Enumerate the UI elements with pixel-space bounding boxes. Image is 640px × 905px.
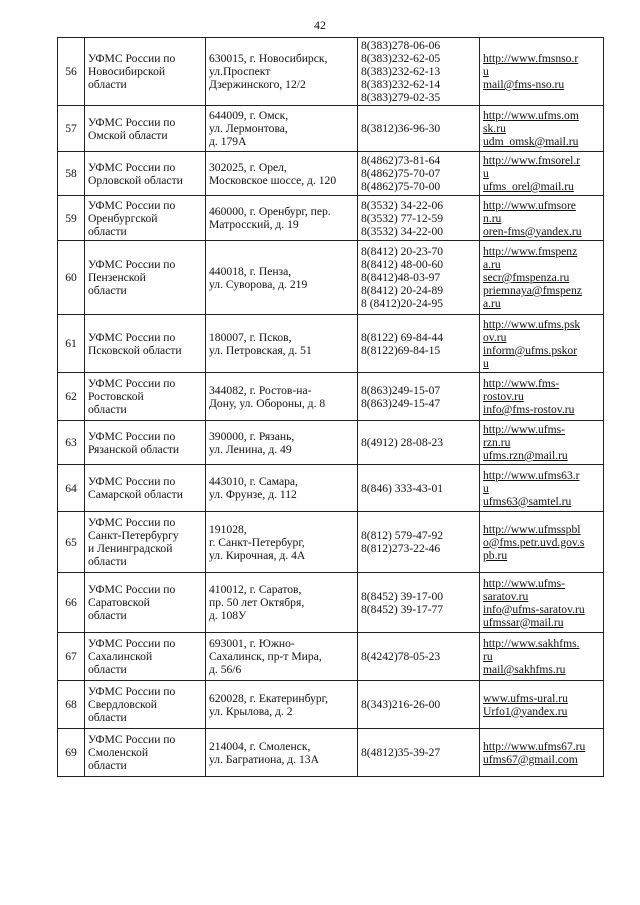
row-number: 64 [58, 465, 85, 512]
office-name: УФМС России по Рязанской области [85, 421, 206, 465]
table-row [58, 373, 604, 421]
office-name: УФМС России по Пензенской области [85, 241, 206, 315]
row-number: 69 [58, 729, 85, 777]
row-number: 65 [58, 512, 85, 573]
row-number: 60 [58, 241, 85, 315]
row-number: 57 [58, 106, 85, 152]
office-phones: 8(4912) 28-08-23 [358, 421, 480, 465]
row-number: 67 [58, 633, 85, 681]
row-number: 66 [58, 573, 85, 633]
row-number: 68 [58, 681, 85, 729]
office-address: 460000, г. Оренбург, пер. Матросский, д. 19 [206, 196, 358, 241]
office-name: УФМС России по Омской области [85, 106, 206, 152]
office-name: УФМС России по Самарской области [85, 465, 206, 512]
table-row [58, 573, 604, 633]
table-body [58, 38, 604, 777]
office-phones: 8(383)278-06-06 8(383)232-62-05 8(383)232-62-13 8(383)232-62-14 8(383)279-02-35 [358, 38, 480, 106]
table-row [58, 315, 604, 373]
office-phones: 8(4812)35-39-27 [358, 729, 480, 777]
office-web-email[interactable]: http://www.sakhfms. ru mail@sakhfms.ru [480, 633, 604, 681]
row-number: 56 [58, 38, 85, 106]
table-row [58, 106, 604, 152]
office-name: УФМС России по Саратовской области [85, 573, 206, 633]
office-address: 630015, г. Новосибирск, ул.Проспект Дзержинского, 12/2 [206, 38, 358, 106]
office-phones: 8(3532) 34-22-06 8(3532) 77-12-59 8(3532) 34-22-00 [358, 196, 480, 241]
office-web-email[interactable]: http://www.ufms67.ru ufms67@gmail.com [480, 729, 604, 777]
office-web-email[interactable]: http://www.ufms63.r u ufms63@samtel.ru [480, 465, 604, 512]
row-number: 63 [58, 421, 85, 465]
office-name: УФМС России по Новосибирской области [85, 38, 206, 106]
office-address: 644009, г. Омск, ул. Лермонтова, д. 179А [206, 106, 358, 152]
office-name: УФМС России по Ростовской области [85, 373, 206, 421]
table-row [58, 241, 604, 315]
table-row [58, 681, 604, 729]
office-web-email[interactable]: http://www.ufmsore n.ru oren-fms@yandex.ru [480, 196, 604, 241]
office-name: УФМС России по Псковской области [85, 315, 206, 373]
office-phones: 8(8452) 39-17-00 8(8452) 39-17-77 [358, 573, 480, 633]
row-number: 62 [58, 373, 85, 421]
office-address: 214004, г. Смоленск, ул. Багратиона, д. 13А [206, 729, 358, 777]
office-phones: 8(343)216-26-00 [358, 681, 480, 729]
office-address: 180007, г. Псков, ул. Петровская, д. 51 [206, 315, 358, 373]
office-phones: 8(8122) 69-84-44 8(8122)69-84-15 [358, 315, 480, 373]
office-name: УФМС России по Сахалинской области [85, 633, 206, 681]
table-row [58, 633, 604, 681]
office-name: УФМС России по Орловской области [85, 152, 206, 196]
office-address: 410012, г. Саратов, пр. 50 лет Октября, д. 108У [206, 573, 358, 633]
office-name: УФМС России по Свердловской области [85, 681, 206, 729]
office-address: 440018, г. Пенза, ул. Суворова, д. 219 [206, 241, 358, 315]
table-row [58, 465, 604, 512]
office-phones: 8(4862)73-81-64 8(4862)75-70-07 8(4862)75-70-00 [358, 152, 480, 196]
table-row [58, 196, 604, 241]
office-web-email[interactable]: http://www.fmsnso.r u mail@fms-nso.ru [480, 38, 604, 106]
office-address: 390000, г. Рязань, ул. Ленина, д. 49 [206, 421, 358, 465]
office-phones: 8(4242)78-05-23 [358, 633, 480, 681]
office-phones: 8(812) 579-47-92 8(812)273-22-46 [358, 512, 480, 573]
office-address: 693001, г. Южно- Сахалинск, пр-т Мира, д. 56/6 [206, 633, 358, 681]
office-name: УФМС России по Смоленской области [85, 729, 206, 777]
office-address: 344082, г. Ростов-на- Дону, ул. Обороны, д. 8 [206, 373, 358, 421]
office-web-email[interactable]: http://www.ufms- rzn.ru ufms.rzn@mail.ru [480, 421, 604, 465]
office-phones: 8(846) 333-43-01 [358, 465, 480, 512]
office-web-email[interactable]: http://www.fmspenz a.ru secr@fmspenza.ru priemnaya@fmspenz a.ru [480, 241, 604, 315]
office-phones: 8(8412) 20-23-70 8(8412) 48-00-60 8(8412)48-03-97 8(8412) 20-24-89 8 (8412)20-24-95 [358, 241, 480, 315]
office-web-email[interactable]: http://www.ufms.psk ov.ru inform@ufms.pskor u [480, 315, 604, 373]
table-row [58, 421, 604, 465]
office-phones: 8(863)249-15-07 8(863)249-15-47 [358, 373, 480, 421]
table-row [58, 38, 604, 106]
office-web-email[interactable]: http://www.fms- rostov.ru info@fms-rostov.ru [480, 373, 604, 421]
office-web-email[interactable]: http://www.fmsorel.r u ufms_orel@mail.ru [480, 152, 604, 196]
office-web-email[interactable]: http://www.ufms.om sk.ru udm_omsk@mail.ru [480, 106, 604, 152]
table-row [58, 729, 604, 777]
office-address: 620028, г. Екатеринбург, ул. Крылова, д. 2 [206, 681, 358, 729]
office-web-email[interactable]: www.ufms-ural.ru Urfo1@yandex.ru [480, 681, 604, 729]
office-web-email[interactable]: http://www.ufms- saratov.ru info@ufms-saratov.ru ufmssar@mail.ru [480, 573, 604, 633]
row-number: 59 [58, 196, 85, 241]
office-phones: 8(3812)36-96-30 [358, 106, 480, 152]
row-number: 58 [58, 152, 85, 196]
office-web-email[interactable]: http://www.ufmsspbl o@fms.petr.uvd.gov.s pb.ru [480, 512, 604, 573]
office-address: 302025, г. Орел, Московское шоссе, д. 120 [206, 152, 358, 196]
fms-contacts-table [57, 37, 604, 777]
table-row [58, 512, 604, 573]
office-address: 443010, г. Самара, ул. Фрунзе, д. 112 [206, 465, 358, 512]
office-name: УФМС России по Санкт-Петербургу и Ленинградской области [85, 512, 206, 573]
table-row [58, 152, 604, 196]
page-number: 42 [314, 18, 326, 32]
office-name: УФМС России по Оренбургской области [85, 196, 206, 241]
office-address: 191028, г. Санкт-Петербург, ул. Кирочная, д. 4А [206, 512, 358, 573]
row-number: 61 [58, 315, 85, 373]
